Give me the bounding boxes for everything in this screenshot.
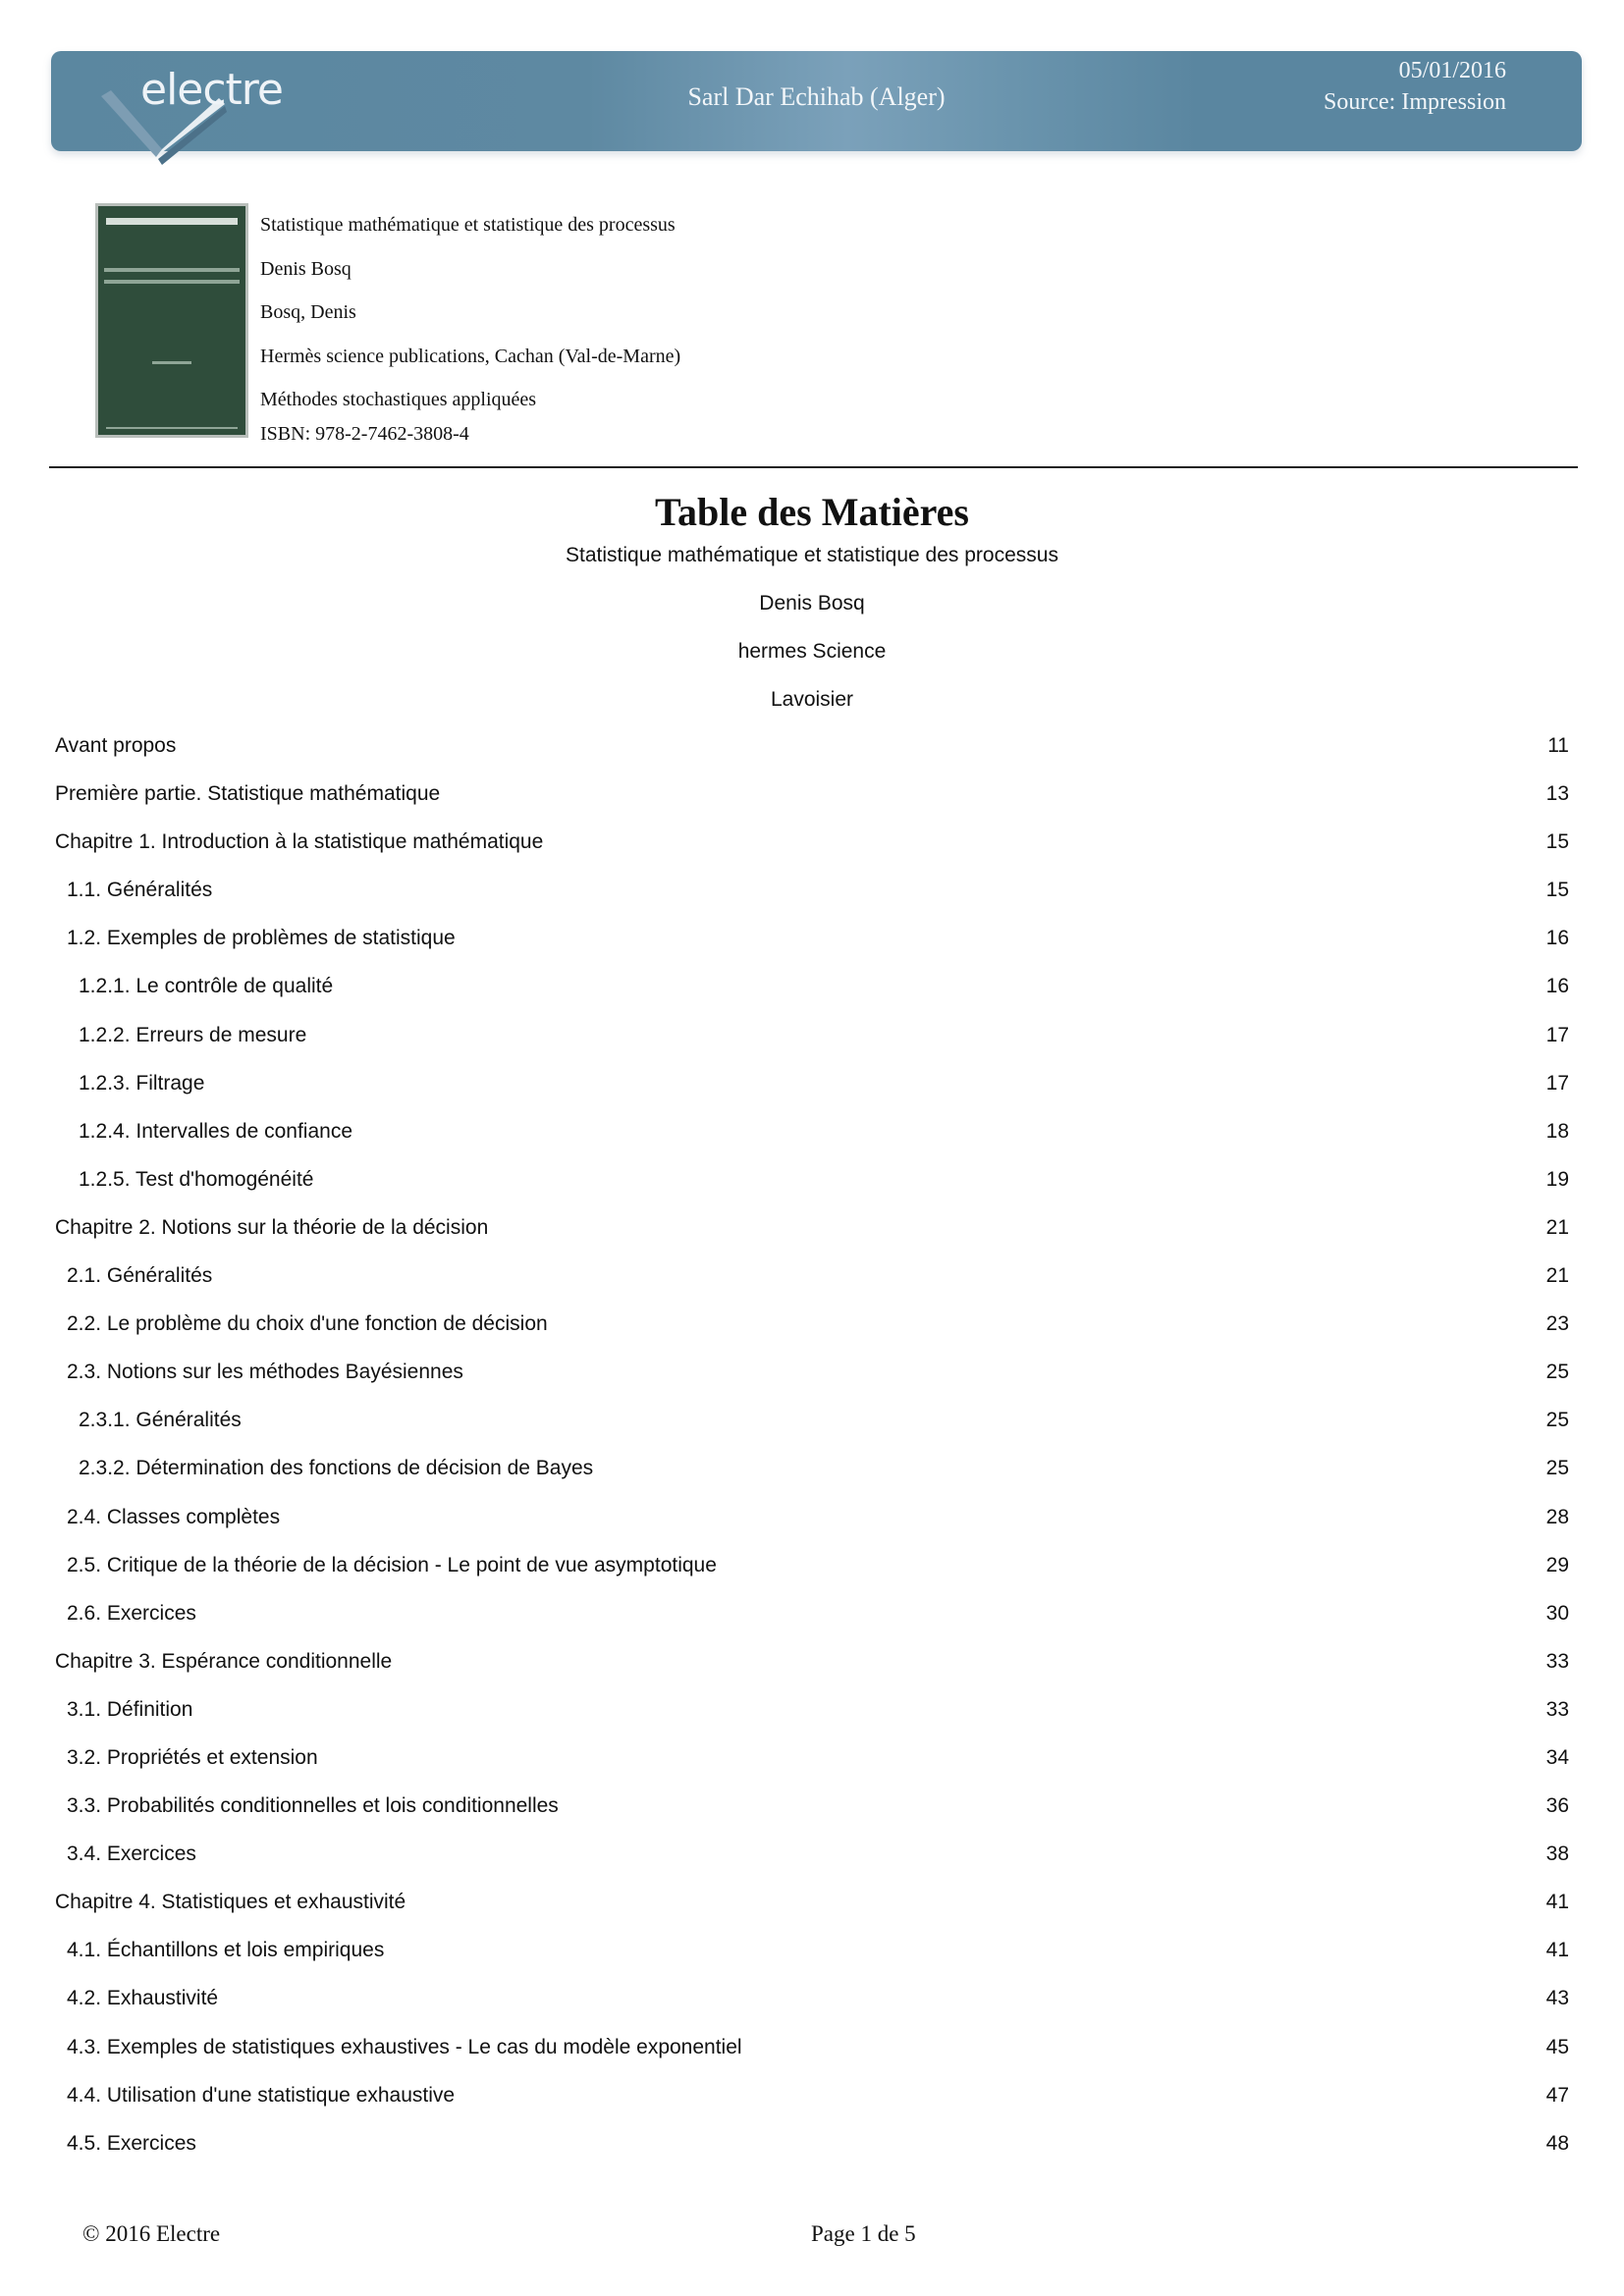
book-title: Statistique mathématique et statistique des processus — [260, 214, 676, 236]
toc-entry[interactable] — [0, 2036, 1624, 2084]
toc-entry[interactable] — [0, 1168, 1624, 1216]
toc-entry[interactable] — [0, 1987, 1624, 2035]
toc-entry-page: 28 — [1545, 1505, 1569, 1528]
toc-entry[interactable] — [0, 1361, 1624, 1409]
toc-entry-page: 29 — [1545, 1553, 1569, 1576]
toc-entry[interactable] — [0, 1120, 1624, 1168]
toc-entry-page: 30 — [1545, 1601, 1569, 1625]
toc-entry[interactable] — [0, 1891, 1624, 1939]
toc-entry-page: 15 — [1545, 830, 1569, 854]
toc-entry-page: 21 — [1545, 1215, 1569, 1239]
divider — [49, 466, 1578, 468]
toc-entry-label: 2.1. Généralités — [67, 1264, 213, 1288]
toc-entry-page: 45 — [1545, 2035, 1569, 2058]
toc-entry-label: 1.2.3. Filtrage — [79, 1071, 205, 1095]
cover-publisher-line — [106, 427, 238, 429]
toc-entry-label: 4.4. Utilisation d'une statistique exhaustive — [67, 2083, 456, 2107]
toc-entry[interactable] — [0, 1072, 1624, 1120]
toc-entry-page: 34 — [1545, 1745, 1569, 1769]
toc-entry[interactable] — [0, 1746, 1624, 1794]
toc-subtitle-publisher: hermes Science — [737, 640, 887, 663]
cover-title-line — [104, 280, 240, 284]
toc-entry[interactable] — [0, 879, 1624, 927]
toc-entry-page: 38 — [1545, 1842, 1569, 1866]
toc-entry-label: 2.2. Le problème du choix d'une fonction de décision — [67, 1312, 548, 1336]
toc-entry-page: 11 — [1547, 734, 1569, 757]
electre-logo — [93, 55, 284, 173]
book-author-inverted: Bosq, Denis — [260, 301, 356, 323]
logo-text: electre — [140, 65, 284, 115]
toc-entry[interactable] — [0, 2132, 1624, 2180]
toc-entry-page: 33 — [1545, 1697, 1569, 1721]
toc-entry[interactable] — [0, 1602, 1624, 1650]
toc-entry[interactable] — [0, 975, 1624, 1023]
toc-entry-label: 2.4. Classes complètes — [67, 1505, 281, 1528]
toc-entry-page: 25 — [1545, 1409, 1569, 1432]
toc-entry-label: Première partie. Statistique mathématique — [55, 782, 441, 806]
toc-entry-page: 15 — [1545, 879, 1569, 902]
toc-entry-page: 16 — [1545, 927, 1569, 950]
footer-pagination: Page 1 de 5 — [811, 2221, 916, 2246]
toc-entry[interactable] — [0, 1650, 1624, 1698]
toc-entry-page: 47 — [1545, 2083, 1569, 2107]
toc-entry-label: 3.1. Définition — [67, 1697, 193, 1721]
toc-entry[interactable] — [0, 927, 1624, 975]
toc-entry-page: 17 — [1545, 1023, 1569, 1046]
toc-subtitle-distributor: Lavoisier — [770, 688, 854, 711]
toc-entry-label: 1.1. Généralités — [67, 879, 213, 902]
book-author: Denis Bosq — [260, 257, 352, 280]
toc-entry-label: 4.2. Exhaustivité — [67, 1987, 219, 2010]
toc-heading: Table des Matières — [655, 490, 969, 534]
toc-entry-label: 1.2. Exemples de problèmes de statistique — [67, 927, 456, 950]
toc-list — [0, 734, 1624, 2180]
toc-entry-page: 25 — [1545, 1457, 1569, 1480]
toc-entry-page: 33 — [1545, 1649, 1569, 1673]
toc-entry-label: 4.1. Échantillons et lois empiriques — [67, 1939, 385, 1962]
cover-author-line — [152, 361, 191, 364]
book-publisher: Hermès science publications, Cachan (Val-de-Marne) — [260, 345, 681, 367]
toc-subtitle-author: Denis Bosq — [759, 592, 865, 614]
toc-entry-page: 36 — [1545, 1794, 1569, 1818]
toc-entry-label: 4.3. Exemples de statistiques exhaustives - Le cas du modèle exponentiel — [67, 2035, 742, 2058]
toc-entry[interactable] — [0, 782, 1624, 830]
toc-entry-page: 17 — [1545, 1071, 1569, 1095]
source-label: Source: Impression — [1324, 89, 1506, 115]
toc-entry-page: 48 — [1545, 2131, 1569, 2155]
print-date: 05/01/2016 — [1398, 58, 1506, 83]
toc-entry-label: 3.2. Propriétés et extension — [67, 1745, 318, 1769]
toc-entry[interactable] — [0, 734, 1624, 782]
toc-entry-page: 23 — [1545, 1312, 1569, 1336]
toc-entry[interactable] — [0, 1794, 1624, 1842]
book-series: Méthodes stochastiques appliquées — [260, 389, 537, 410]
toc-entry-page: 19 — [1545, 1167, 1569, 1191]
toc-entry-page: 41 — [1545, 1891, 1569, 1914]
cover-title-line — [104, 268, 240, 272]
book-cover-image — [95, 203, 248, 438]
toc-entry-label: 4.5. Exercices — [67, 2131, 196, 2155]
footer-copyright: © 2016 Electre — [82, 2221, 221, 2246]
toc-entry[interactable] — [0, 1939, 1624, 1987]
toc-entry-label: 2.3.2. Détermination des fonctions de décision de Bayes — [79, 1457, 594, 1480]
toc-entry-page: 25 — [1545, 1361, 1569, 1384]
toc-subtitle-title: Statistique mathématique et statistique des processus — [566, 544, 1058, 566]
book-metadata — [260, 211, 681, 445]
toc-entry[interactable] — [0, 1409, 1624, 1457]
toc-entry[interactable] — [0, 1024, 1624, 1072]
toc-entry-page: 18 — [1545, 1119, 1569, 1143]
toc-entry-page: 43 — [1545, 1987, 1569, 2010]
toc-entry[interactable] — [0, 1312, 1624, 1361]
toc-entry[interactable] — [0, 1698, 1624, 1746]
toc-entry[interactable] — [0, 1842, 1624, 1891]
toc-entry[interactable] — [0, 1457, 1624, 1505]
toc-entry-label: 1.2.1. Le contrôle de qualité — [79, 975, 334, 998]
toc-entry-label: 3.3. Probabilités conditionnelles et lois conditionnelles — [67, 1794, 559, 1818]
toc-entry[interactable] — [0, 1506, 1624, 1554]
toc-entry-label: Chapitre 3. Espérance conditionnelle — [55, 1649, 393, 1673]
toc-entry-label: 1.2.2. Erreurs de mesure — [79, 1023, 307, 1046]
toc-entry-label: Chapitre 4. Statistiques et exhaustivité — [55, 1891, 406, 1914]
toc-entry-page: 13 — [1545, 782, 1569, 806]
toc-entry-label: 2.5. Critique de la théorie de la décision - Le point de vue asymptotique — [67, 1553, 717, 1576]
toc-entry-label: 2.3.1. Généralités — [79, 1409, 242, 1432]
toc-entry[interactable] — [0, 2084, 1624, 2132]
toc-entry-page: 21 — [1545, 1264, 1569, 1288]
toc-entry[interactable] — [0, 1216, 1624, 1264]
toc-entry-label: 3.4. Exercices — [67, 1842, 196, 1866]
toc-entry-label: 2.3. Notions sur les méthodes Bayésiennes — [67, 1361, 463, 1384]
toc-entry-label: Avant propos — [55, 734, 177, 757]
toc-entry[interactable] — [0, 1264, 1624, 1312]
cover-band — [106, 218, 238, 225]
header-meta — [1324, 55, 1506, 118]
toc-entry-label: 1.2.5. Test d'homogénéité — [79, 1167, 314, 1191]
toc-entry[interactable] — [0, 1554, 1624, 1602]
toc-entry-label: Chapitre 2. Notions sur la théorie de la décision — [55, 1215, 489, 1239]
toc-entry[interactable] — [0, 830, 1624, 879]
toc-entry-label: Chapitre 1. Introduction à la statistique mathématique — [55, 830, 544, 854]
organization-name: Sarl Dar Echihab (Alger) — [687, 82, 946, 111]
toc-entry-label: 1.2.4. Intervalles de confiance — [79, 1119, 353, 1143]
book-isbn: ISBN: 978-2-7462-3808-4 — [260, 423, 469, 445]
toc-entry-label: 2.6. Exercices — [67, 1601, 196, 1625]
toc-entry-page: 16 — [1545, 975, 1569, 998]
toc-entry-page: 41 — [1545, 1939, 1569, 1962]
